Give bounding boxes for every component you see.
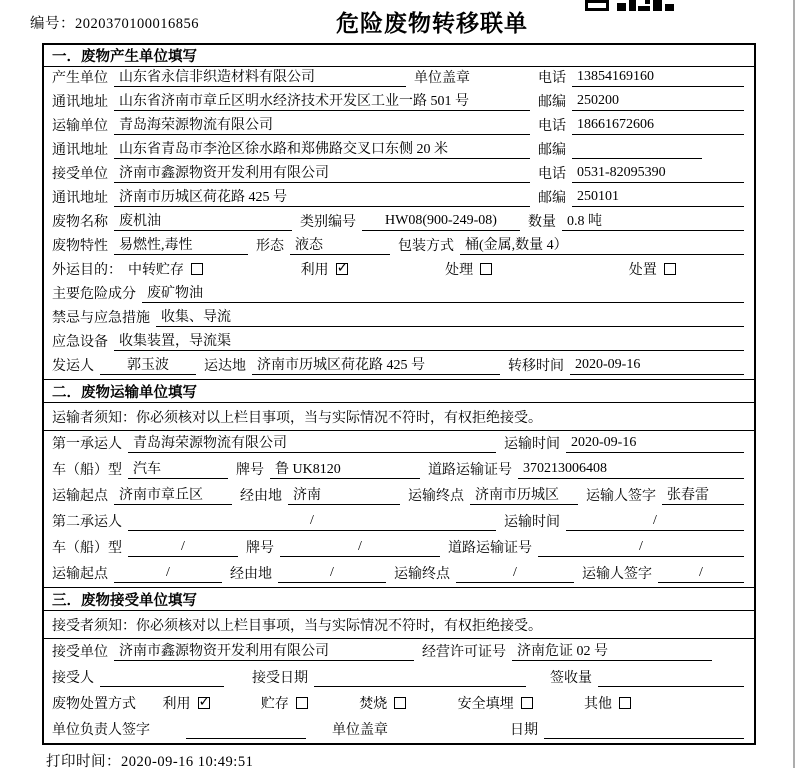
purpose-option-label: 处理 [445,263,474,278]
route2-end-label: 运输终点 [394,567,450,582]
producer-row [44,67,754,91]
disposal-option-landfill [458,693,533,713]
destination-value: 济南市历城区荷花路 425 号 [252,354,500,375]
producer-value: 山东省永信非织造材料有限公司 [114,66,406,87]
qr-code-icon [585,0,681,16]
license-value: 济南危证 02 号 [512,640,712,661]
route2-origin-value: / [114,565,222,583]
purpose-option-label: 处置 [628,263,657,278]
vehicle1-type-value: 汽车 [128,458,228,479]
transfer-purpose-label: 外运目的： [52,263,122,278]
section2-notice: 运输者须知：你必须核对以上栏目事项，当与实际情况不符时，有权拒绝接受。 [44,403,754,431]
waste-code-label: 类别编号 [300,215,356,230]
receiver-value: 济南市鑫源物资开发利用有限公司 [114,162,530,183]
destination-label: 运达地 [204,359,246,374]
producer-seal-label: 单位盖章 [414,71,470,86]
route1-sign-label: 运输人签字 [586,489,656,504]
transporter-row [44,115,754,139]
transporter-zip-value [572,141,702,159]
unit-seal-label: 单位盖章 [332,723,388,738]
accept-unit-label: 接受单位 [52,645,108,660]
receiver-phone-value: 0531-82095390 [572,165,744,183]
emergency-measures-label: 禁忌与应急措施 [52,311,150,326]
disposal-option-label: 安全填埋 [457,697,514,712]
producer-phone-label: 电话 [538,71,566,86]
waste-props-value: 易燃性,毒性 [114,234,248,255]
carrier2-label: 第二承运人 [52,515,122,530]
transfer-storage-checkbox [191,263,203,275]
transporter-zip-label: 邮编 [538,143,566,158]
receiver-zip-label: 邮编 [538,191,566,206]
date-value [544,721,744,739]
utilize-checkbox [336,263,348,275]
route1-via-value: 济南 [288,484,400,505]
disposal-incinerate-checkbox [394,697,406,709]
section3-header: 三．废物接受单位填写 [44,587,754,611]
carrier1-row [44,431,754,457]
disposal-method-label: 废物处置方式 [52,697,136,712]
hazard-components-value: 废矿物油 [142,282,744,303]
route1-origin-label: 运输起点 [52,489,108,504]
vehicle1-permit-value: 370213006408 [518,461,744,479]
vehicle2-plate-label: 牌号 [246,541,274,556]
waste-qty-value: 0.8 吨 [562,210,744,231]
waste-name-row [44,211,754,235]
route1-row [44,483,754,509]
purpose-option-treat [445,259,492,279]
transporter-value: 青岛海荣源物流有限公司 [114,114,530,135]
disposal-landfill-checkbox [521,697,533,709]
waste-code-value: HW08(900-249-08) [362,213,520,231]
treat-checkbox [480,263,492,275]
receiver-label: 接受单位 [52,167,108,182]
route1-via-label: 经由地 [240,489,282,504]
carrier2-time-label: 运输时间 [504,515,560,530]
transporter-phone-label: 电话 [538,119,566,134]
print-time-value: 2020-09-16 10:49:51 [121,754,254,768]
waste-qty-label: 数量 [528,215,556,230]
receiver-address-label: 通讯地址 [52,191,108,206]
accept-unit-row [44,639,754,665]
dispose-checkbox [664,263,676,275]
vehicle2-permit-label: 道路运输证号 [448,541,532,556]
signed-qty-label: 签收量 [550,671,592,686]
vehicle1-permit-label: 道路运输证号 [428,463,512,478]
accept-date-value [314,669,526,687]
hazard-components-row [44,283,754,307]
waste-name-value: 废机油 [114,210,292,231]
route2-sign-value: / [658,565,744,583]
waste-form-label: 形态 [256,239,284,254]
disposal-method-row [44,691,754,717]
disposal-store-checkbox [296,697,308,709]
license-label: 经营许可证号 [422,645,506,660]
print-time-label: 打印时间： [46,754,121,768]
vehicle1-type-label: 车（船）型 [52,463,122,478]
section2-header: 二．废物运输单位填写 [44,379,754,403]
disposal-option-store [261,693,308,713]
disposal-option-label: 贮存 [260,697,289,712]
route1-origin-value: 济南市章丘区 [114,484,232,505]
vehicle2-permit-value: / [538,539,744,557]
signed-qty-value [598,669,744,687]
vehicle1-plate-label: 牌号 [236,463,264,478]
window-right-edge [793,0,795,768]
transporter-address-label: 通讯地址 [52,143,108,158]
accept-person-label: 接受人 [52,671,94,686]
carrier1-label: 第一承运人 [52,437,122,452]
producer-address-row [44,91,754,115]
route2-via-label: 经由地 [230,567,272,582]
route1-end-label: 运输终点 [408,489,464,504]
page-title: 危险废物转移联单 [336,11,528,36]
carrier2-value: / [128,513,496,531]
responsible-sign-label: 单位负责人签字 [52,723,150,738]
purpose-option-label: 中转贮存 [128,263,184,278]
emergency-measures-value: 收集、导流 [156,306,744,327]
transporter-address-value: 山东省青岛市李沧区徐水路和郑佛路交叉口东侧 20 米 [114,138,530,159]
waste-props-label: 废物特性 [52,239,108,254]
transfer-purpose-row [44,259,754,283]
serial-number-label: 编号： [30,16,75,32]
route2-via-value: / [278,565,386,583]
vehicle2-type-value: / [128,539,238,557]
date-label: 日期 [510,723,538,738]
carrier2-time-value: / [566,513,744,531]
carrier2-row [44,509,754,535]
transporter-address-row [44,139,754,163]
vehicle1-plate-value: 鲁 UK8120 [270,458,420,479]
route2-origin-label: 运输起点 [52,567,108,582]
producer-address-value: 山东省济南市章丘区明水经济技术开发区工业一路 501 号 [114,90,530,111]
emergency-equipment-row [44,331,754,355]
vehicle2-plate-value: / [280,539,440,557]
route2-end-value: / [456,565,574,583]
producer-label: 产生单位 [52,71,108,86]
dispatcher-value: 郭玉波 [100,354,196,375]
carrier1-value: 青岛海荣源物流有限公司 [128,432,496,453]
dispatch-row [44,355,754,379]
dispatcher-label: 发运人 [52,359,94,374]
disposal-utilize-checkbox [198,697,210,709]
disposal-option-label: 焚烧 [359,697,388,712]
waste-pack-label: 包装方式 [398,239,454,254]
accept-date-label: 接受日期 [252,671,308,686]
receiver-row [44,163,754,187]
accept-person-value [100,669,224,687]
purpose-option-label: 利用 [300,263,329,278]
waste-name-label: 废物名称 [52,215,108,230]
waste-props-row [44,235,754,259]
hazard-components-label: 主要危险成分 [52,287,136,302]
transporter-phone-value: 18661672606 [572,117,744,135]
purpose-option-dispose [629,259,676,279]
serial-number-value: 2020370100016856 [75,16,199,32]
emergency-measures-row [44,307,754,331]
responsible-sign-row [44,717,754,743]
route1-end-value: 济南市历城区 [470,484,578,505]
disposal-other-checkbox [619,697,631,709]
waste-form-value: 液态 [290,234,390,255]
producer-address-label: 通讯地址 [52,95,108,110]
transfer-form-table [42,43,756,745]
accept-unit-value: 济南市鑫源物资开发利用有限公司 [114,640,414,661]
disposal-option-label: 其他 [583,697,612,712]
emergency-equipment-value: 收集装置，导流渠 [114,330,744,351]
print-time [46,750,253,768]
disposal-option-label: 利用 [162,697,191,712]
emergency-equipment-label: 应急设备 [52,335,108,350]
transfer-time-label: 转移时间 [508,359,564,374]
producer-phone-value: 13854169160 [572,69,744,87]
transfer-time-value: 2020-09-16 [570,357,744,375]
responsible-sign-value [186,721,306,739]
route2-row [44,561,754,587]
carrier1-time-label: 运输时间 [504,437,560,452]
receiver-phone-label: 电话 [538,167,566,182]
vehicle1-row [44,457,754,483]
route1-sign-value: 张春雷 [662,484,744,505]
vehicle2-row [44,535,754,561]
vehicle2-type-label: 车（船）型 [52,541,122,556]
carrier1-time-value: 2020-09-16 [566,435,744,453]
purpose-option-utilize [301,259,348,279]
receiver-address-value: 济南市历城区荷花路 425 号 [114,186,530,207]
waste-pack-value: 桶(金属,数量 4） [460,234,744,255]
transporter-label: 运输单位 [52,119,108,134]
section1-header: 一．废物产生单位填写 [44,45,754,67]
route2-sign-label: 运输人签字 [582,567,652,582]
section3-notice: 接受者须知：你必须核对以上栏目事项，当与实际情况不符时，有权拒绝接受。 [44,611,754,639]
producer-zip-value: 250200 [572,93,744,111]
disposal-option-utilize [163,693,210,713]
purpose-option-transfer-storage [128,259,203,279]
disposal-option-incinerate [359,693,406,713]
producer-zip-label: 邮编 [538,95,566,110]
receiver-zip-value: 250101 [572,189,744,207]
accept-person-row [44,665,754,691]
disposal-option-other [584,693,631,713]
receiver-address-row [44,187,754,211]
